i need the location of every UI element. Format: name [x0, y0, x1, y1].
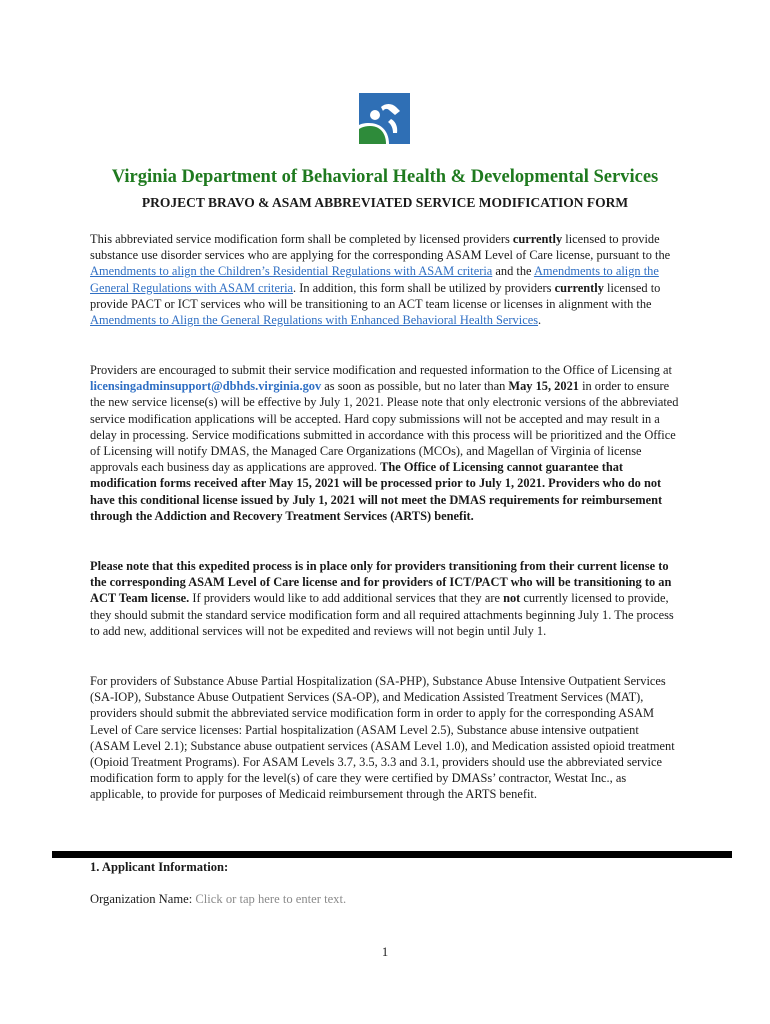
enhanced-behavioral-health-amendments-link[interactable]: Amendments to Align the General Regulations with Enhanced Behavioral Health Services	[90, 313, 539, 328]
form-title: PROJECT BRAVO & ASAM ABBREVIATED SERVICE MODIFICATION FORM	[141, 195, 629, 210]
general-regulations-amendments-link[interactable]: Amendments to align the General Regulations with ASAM criteria	[90, 264, 659, 295]
childrens-residential-amendments-link[interactable]: Amendments to align the Children’s Residential Regulations with ASAM criteria	[90, 264, 493, 279]
section-heading-applicant-information: 1. Applicant Information:	[90, 860, 229, 874]
organization-name-label: Organization Name:	[90, 892, 196, 906]
dbhds-logo-icon	[359, 93, 410, 144]
section-divider	[52, 851, 732, 858]
submission-paragraph: Providers are encouraged to submit their service modification and requested information to the Office of Licensing at licensingadminsupport@dbhds.virginia.gov as soon as possible, but no later than May 15, 2021 in order to ensure the new service license(s) will be effective by July 1, 2021. Please note that only electronic versions of the abbreviated service modification applications will be accepted. Hard copy submissions will not be accepted and may result in a delay in processing. Service modifications submitted in accordance with this process will be prioritized and the Office of Licensing will notify DMAS, the Managed Care Organizations (MCOs), and Magellan of Virginia of license approvals each business day as applications are approved. The Office of Licensing cannot guarantee that modification forms received after May 15, 2021 will be processed prior to July 1, 2021. Providers who do not have this conditional license issued by July 1, 2021 will not meet the DMAS requirements for reimbursement through the Addiction and Recovery Treatment Services (ARTS) benefit.	[90, 363, 679, 523]
org-title: Virginia Department of Behavioral Health & Developmental Services	[111, 167, 659, 187]
organization-name-field[interactable]: Click or tap here to enter text.	[195, 892, 347, 906]
expedited-process-paragraph: Please note that this expedited process is in place only for providers transitioning from their current license to the corresponding ASAM Level of Care license and for providers of ICT/PACT who will be transitioning to an ACT Team license. If providers would like to add additional services that they are not currently licensed to provide, they should submit the standard service modification form and all required attachments beginning July 1. The process to add new, additional services will not be expedited and reviews will not begin until July 1.	[90, 559, 674, 638]
intro-paragraph: This abbreviated service modification form shall be completed by licensed providers currently licensed to provide substance use disorder services who are applying for the corresponding ASAM Level of Care license, pursuant to the Amendments to align the Children’s Residential Regulations with ASAM criteria and the Amendments to align the General Regulations with ASAM criteria. In addition, this form shall be utilized by providers currently licensed to provide PACT or ICT services who will be transitioning to an ACT team license or licenses in alignment with the Amendments to Align the General Regulations with Enhanced Behavioral Health Services.	[90, 232, 671, 328]
page-number: 1	[381, 945, 389, 959]
licensing-email[interactable]: licensingadminsupport@dbhds.virginia.gov	[90, 379, 322, 394]
asam-levels-paragraph: For providers of Substance Abuse Partial Hospitalization (SA-PHP), Substance Abuse Intensive Outpatient Services (SA-IOP), Substance Abuse Outpatient Services (SA-OP), and Medication Assisted Treatment Services (MAT), providers should submit the abbreviated service modification form in order to apply for the corresponding ASAM Level of Care service licenses: Partial hospitalization (ASAM Level 2.5), Substance abuse intensive outpatient (ASAM Level 2.1); Substance abuse outpatient services (ASAM Level 1.0), and Medication assisted opioid treatment (Opioid Treatment Programs). For ASAM Levels 3.7, 3.5, 3.3 and 3.1, providers should use the abbreviated service modification form to apply for the level(s) of care they were certified by DMASs’ contractor, Westat Inc., as applicable, to provide for purposes of Medicaid reimbursement through the ARTS benefit.	[90, 674, 675, 802]
organization-name-row	[90, 892, 346, 907]
